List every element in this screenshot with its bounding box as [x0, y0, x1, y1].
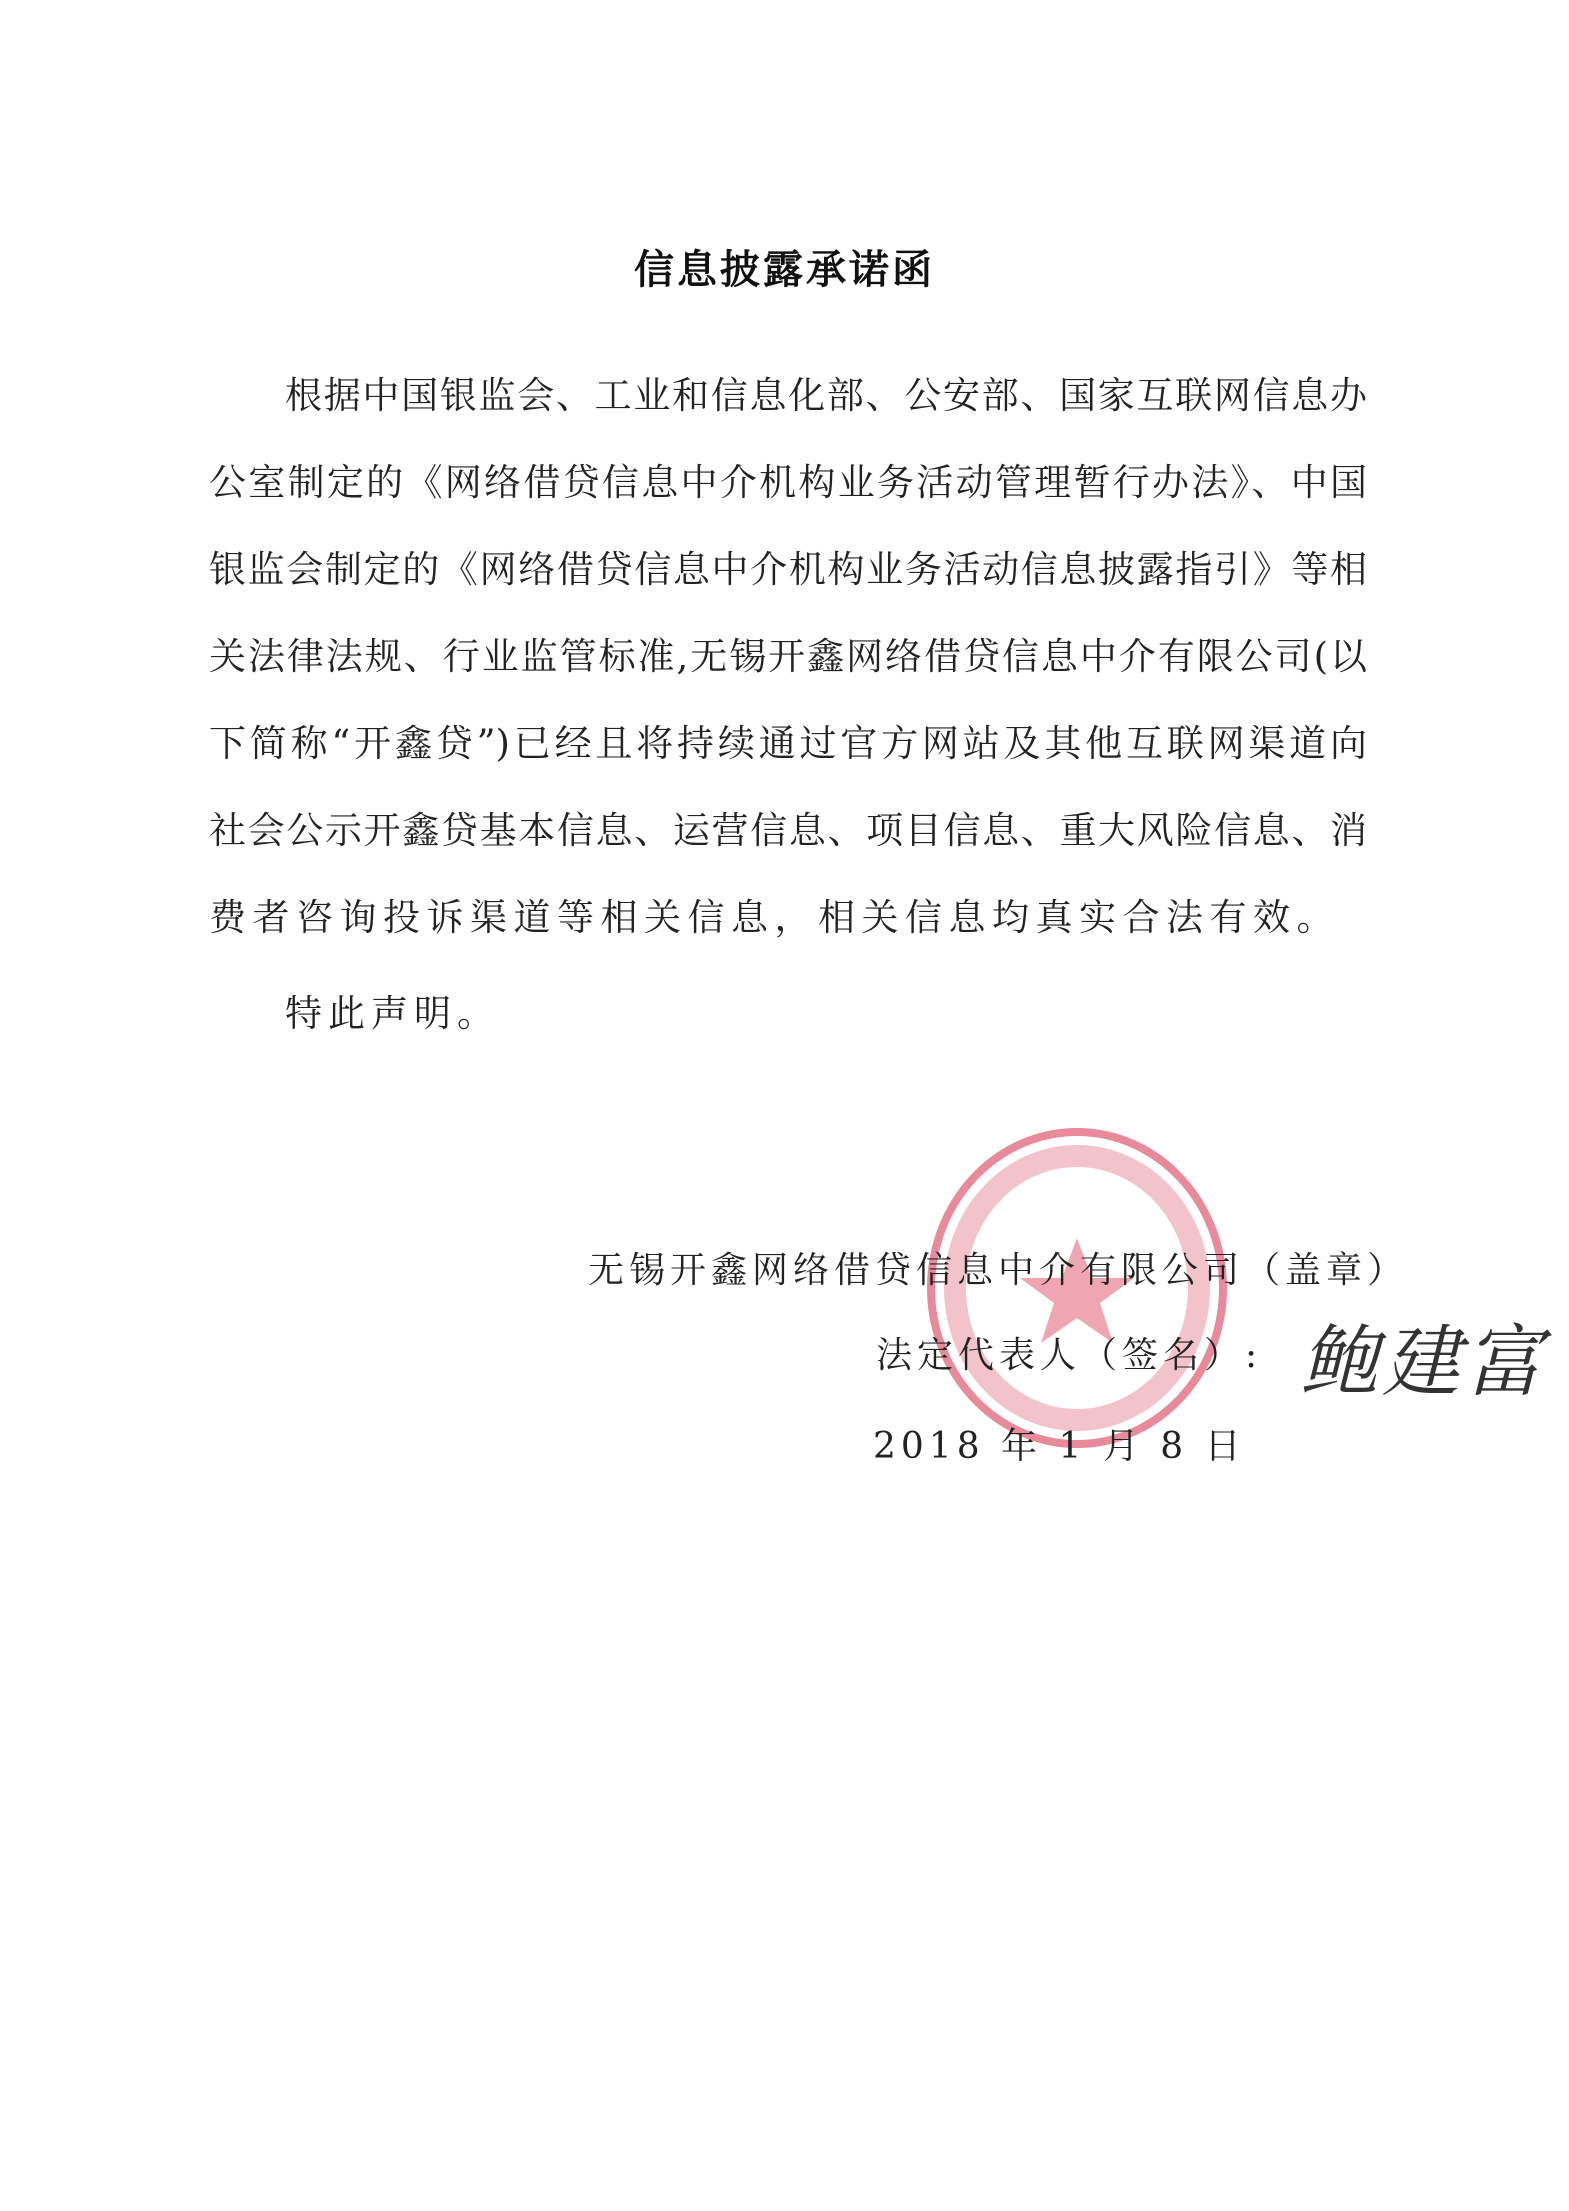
document-title: 信息披露承诺函 — [634, 247, 935, 293]
handwritten-signature: 鲍建富 — [1300, 1318, 1547, 1408]
body-line: 关法律法规、行业监管标准,无锡开鑫网络借贷信息中介有限公司(以 — [209, 635, 1367, 678]
body-line: 社会公示开鑫贷基本信息、运营信息、项目信息、重大风险信息、消 — [209, 809, 1367, 852]
company-name: 无锡开鑫网络借贷信息中介有限公司（盖章） — [588, 1250, 1409, 1291]
body-line: 公室制定的《网络借贷信息中介机构业务活动管理暂行办法》、中国 — [209, 461, 1367, 504]
document-date: 2018 年 1 月 8 日 — [873, 1426, 1246, 1467]
body-line: 费者咨询投诉渠道等相关信息，相关信息均真实合法有效。 — [209, 896, 1340, 939]
body-line: 根据中国银监会、工业和信息化部、公安部、国家互联网信息办 — [285, 374, 1367, 417]
closing-statement: 特此声明。 — [285, 992, 500, 1035]
legal-rep-label: 法定代表人（签名）: — [876, 1335, 1263, 1376]
body-line: 银监会制定的《网络借贷信息中介机构业务活动信息披露指引》等相 — [209, 548, 1367, 591]
body-line: 下简称“开鑫贷”)已经且将持续通过官方网站及其他互联网渠道向 — [209, 722, 1367, 765]
